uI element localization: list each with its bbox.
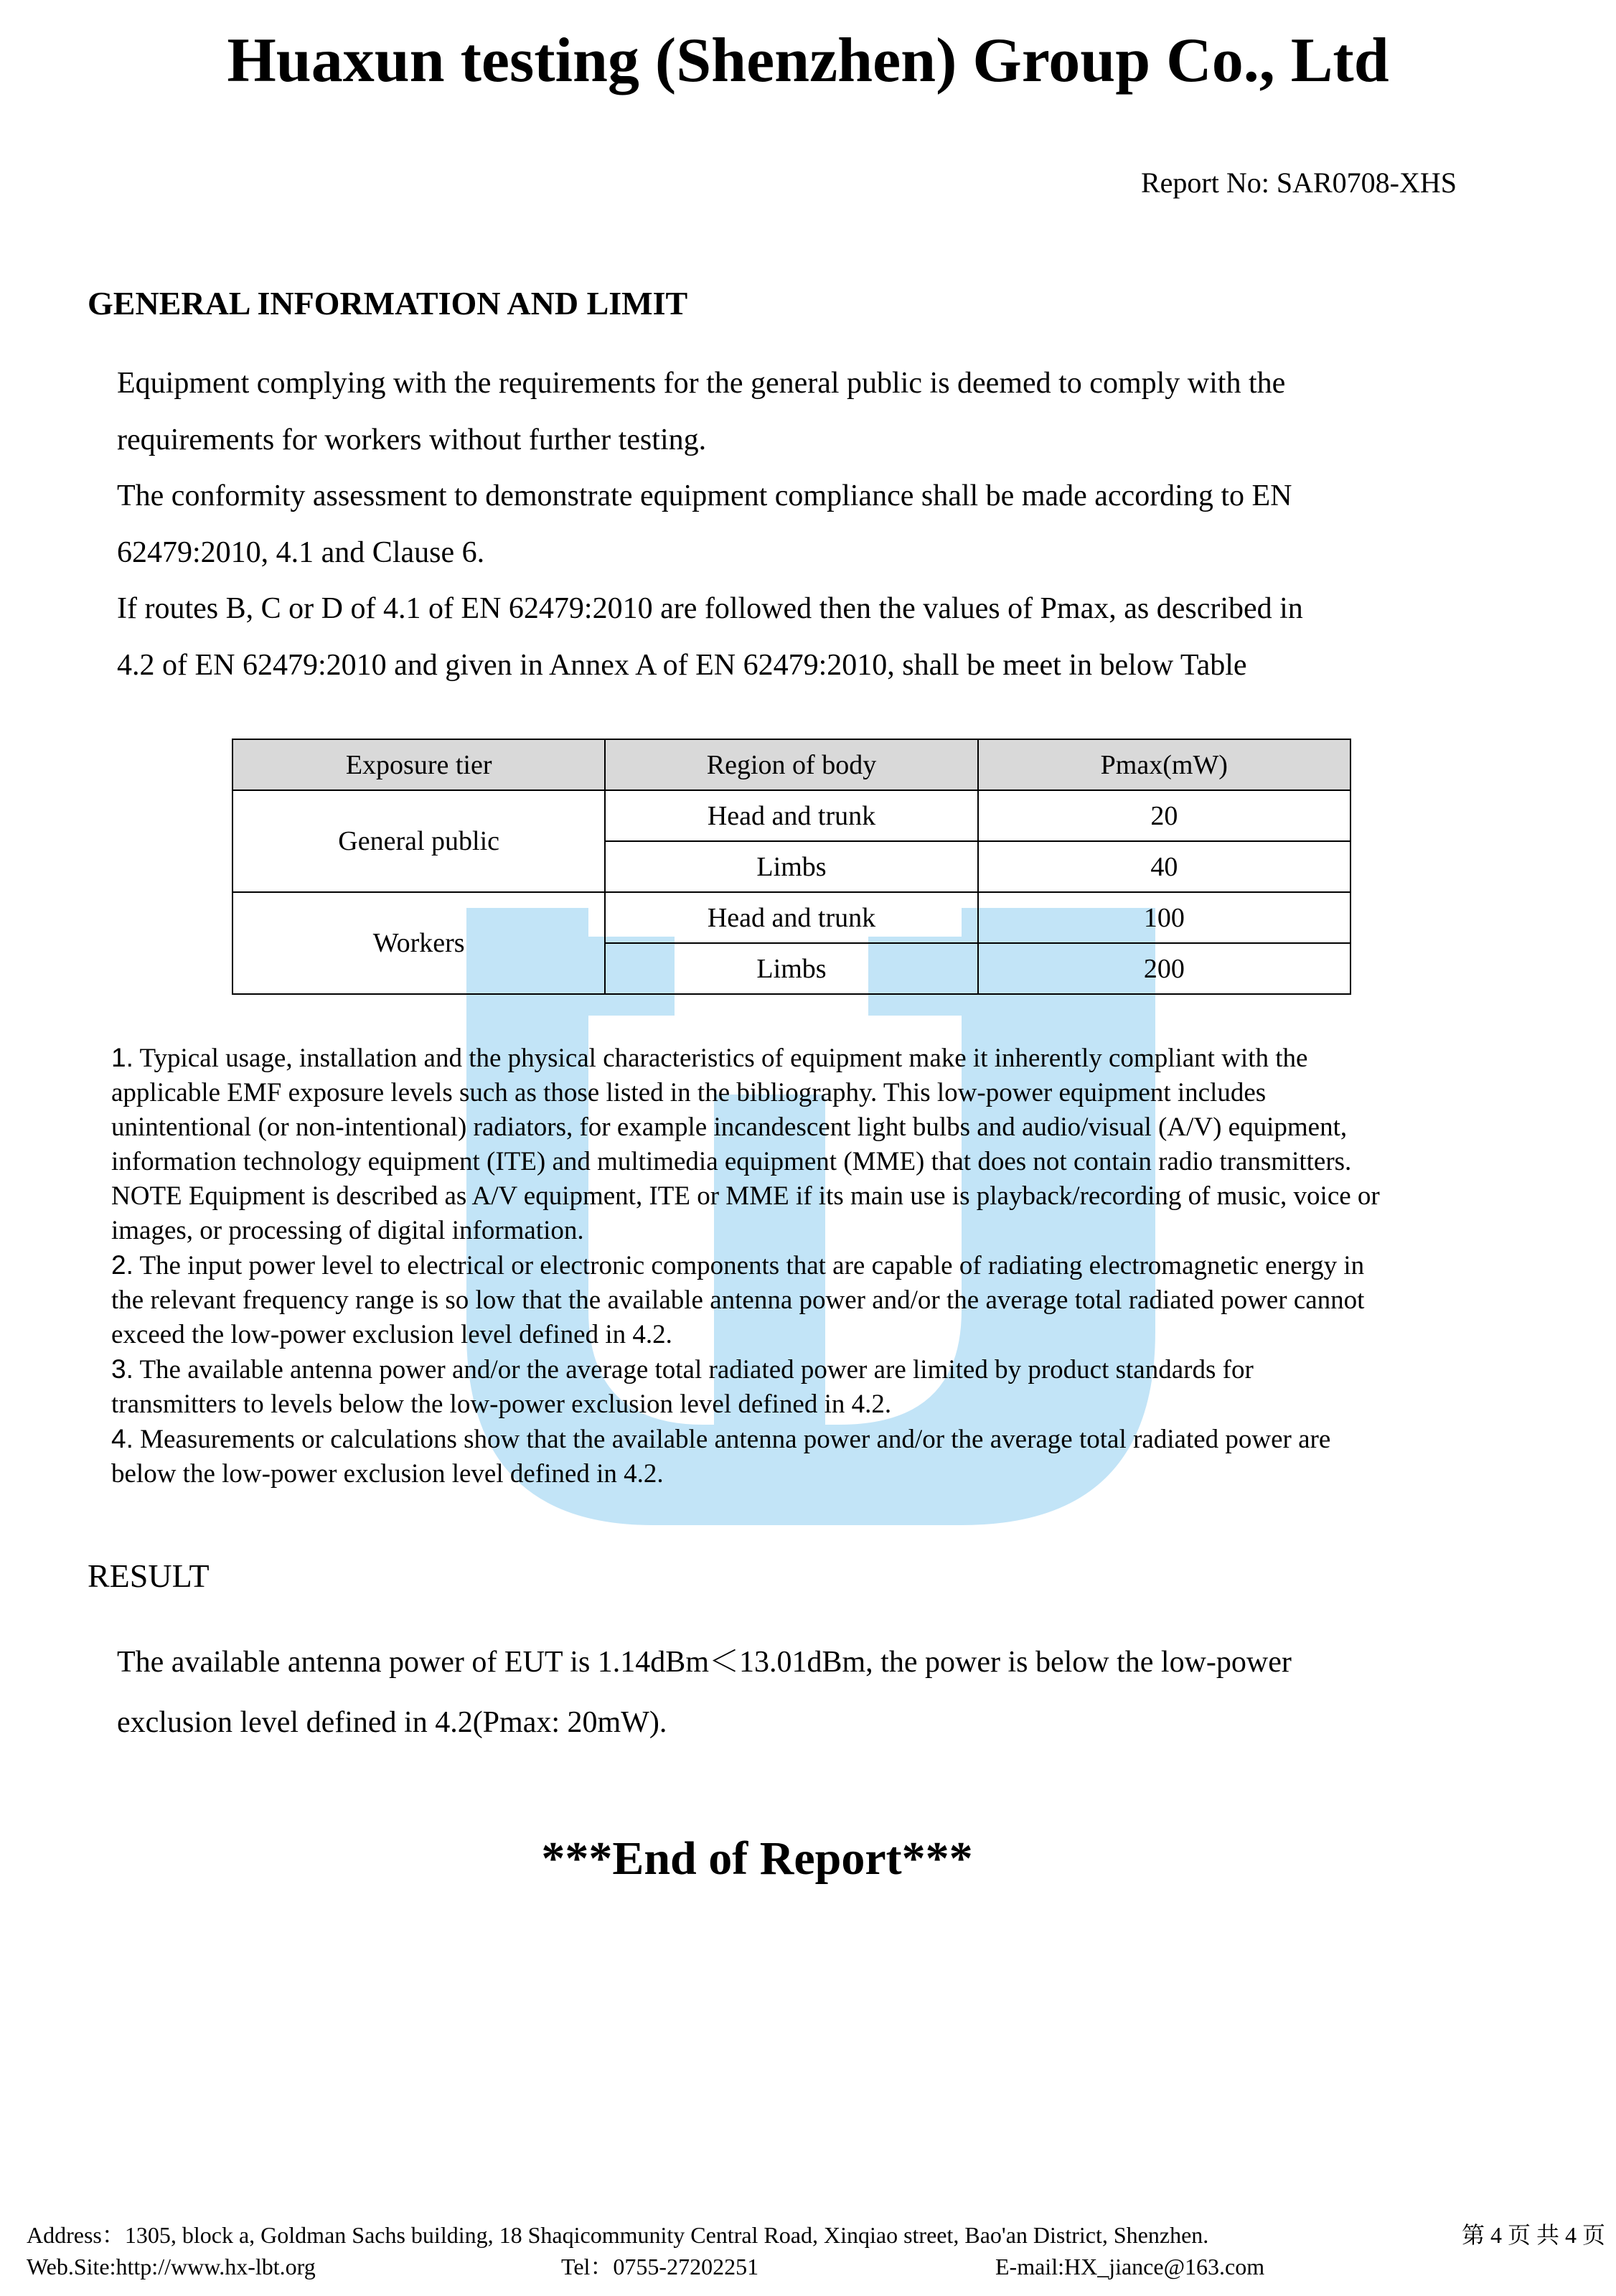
notes-list xyxy=(111,1041,1554,1491)
pmax-limits-table xyxy=(232,739,1351,995)
footer-contact-row xyxy=(27,2251,1605,2282)
note-number: 3. xyxy=(111,1354,133,1384)
note-line xyxy=(111,1352,1554,1387)
note-line: NOTE Equipment is described as A/V equipment, ITE or MME if its main use is playback/recording of music, voice or xyxy=(111,1181,1380,1211)
result-line: The available antenna power of EUT is 1.14dBm＜13.01dBm, the power is below the low-power xyxy=(117,1646,1292,1679)
region-cell: Head and trunk xyxy=(605,790,977,841)
note-number: 4. xyxy=(111,1424,133,1453)
paragraph-line: If routes B, C or D of 4.1 of EN 62479:2010 are followed then the values of Pmax, as described in xyxy=(117,592,1303,625)
footer-address-row xyxy=(27,2219,1605,2251)
pmax-cell: 200 xyxy=(978,943,1350,994)
result-line: exclusion level defined in 4.2(Pmax: 20mW). xyxy=(117,1706,667,1739)
footer-website: Web.Site:http://www.hx-lbt.org xyxy=(27,2254,316,2279)
note-text: Typical usage, installation and the physical characteristics of equipment make it inherently compliant with the xyxy=(133,1044,1308,1073)
note-line: transmitters to levels below the low-power exclusion level defined in 4.2. xyxy=(111,1390,892,1419)
pmax-cell: 20 xyxy=(978,790,1350,841)
footer-email: E-mail:HX_jiance@163.com xyxy=(995,2254,1265,2279)
region-cell: Head and trunk xyxy=(605,892,977,943)
note-line: exceed the low-power exclusion level defined in 4.2. xyxy=(111,1320,672,1349)
tier-cell: Workers xyxy=(232,892,605,994)
section-heading: GENERAL INFORMATION AND LIMIT xyxy=(88,285,688,322)
footer-address: Address：1305, block a, Goldman Sachs building, 18 Shaqicommunity Central Road, Xinqiao street, Bao'an District, Shenzhen. xyxy=(27,2222,1209,2248)
page-number: 第 4 页 共 4 页 xyxy=(1461,2222,1605,2248)
note-number: 1. xyxy=(111,1043,133,1072)
note-text: The available antenna power and/or the average total radiated power are limited by product standards for xyxy=(133,1355,1254,1384)
end-of-report: ***End of Report*** xyxy=(541,1832,973,1885)
note-line: unintentional (or non-intentional) radiators, for example incandescent light bulbs and audio/visual (A/V) equipment, xyxy=(111,1112,1348,1142)
paragraph-line: Equipment complying with the requirements for the general public is deemed to comply with the xyxy=(117,367,1286,400)
note-number: 2. xyxy=(111,1250,133,1280)
pmax-cell: 100 xyxy=(978,892,1350,943)
note-text: Measurements or calculations show that the available antenna power and/or the average total radiated power are xyxy=(133,1425,1331,1454)
column-header-region-of-body: Region of body xyxy=(605,739,977,790)
note-line: images, or processing of digital information. xyxy=(111,1216,584,1245)
paragraph-line: 62479:2010, 4.1 and Clause 6. xyxy=(117,535,485,569)
table-row xyxy=(232,790,1350,841)
note-line: the relevant frequency range is so low that the available antenna power and/or the average total radiated power cannot xyxy=(111,1285,1365,1315)
column-header-exposure-tier: Exposure tier xyxy=(232,739,605,790)
note-line xyxy=(111,1041,1554,1076)
page-footer xyxy=(27,2219,1605,2282)
region-cell: Limbs xyxy=(605,841,977,892)
result-text xyxy=(117,1632,1538,1753)
footer-tel: Tel：0755-27202251 xyxy=(561,2254,759,2279)
table-row xyxy=(232,892,1350,943)
company-title: Huaxun testing (Shenzhen) Group Co., Ltd xyxy=(227,26,1389,95)
pmax-cell: 40 xyxy=(978,841,1350,892)
note-line: below the low-power exclusion level defined in 4.2. xyxy=(111,1459,664,1489)
note-line xyxy=(111,1248,1554,1283)
note-line: applicable EMF exposure levels such as those listed in the bibliography. This low-power equipment includes xyxy=(111,1078,1267,1107)
note-line xyxy=(111,1422,1554,1457)
report-number: Report No: SAR0708-XHS xyxy=(1140,167,1457,199)
paragraph-line: 4.2 of EN 62479:2010 and given in Annex A of EN 62479:2010, shall be meet in below Table xyxy=(117,648,1247,682)
intro-paragraph xyxy=(117,355,1538,693)
note-text: The input power level to electrical or electronic components that are capable of radiating electromagnetic energy in xyxy=(133,1251,1365,1280)
paragraph-line: requirements for workers without further testing. xyxy=(117,423,707,456)
table-header-row xyxy=(232,739,1350,790)
region-cell: Limbs xyxy=(605,943,977,994)
column-header-pmax: Pmax(mW) xyxy=(978,739,1350,790)
tier-cell: General public xyxy=(232,790,605,892)
note-line: information technology equipment (ITE) and multimedia equipment (MME) that does not contain radio transmitters. xyxy=(111,1147,1352,1176)
paragraph-line: The conformity assessment to demonstrate equipment compliance shall be made according to EN xyxy=(117,479,1292,512)
result-heading: RESULT xyxy=(88,1557,210,1594)
